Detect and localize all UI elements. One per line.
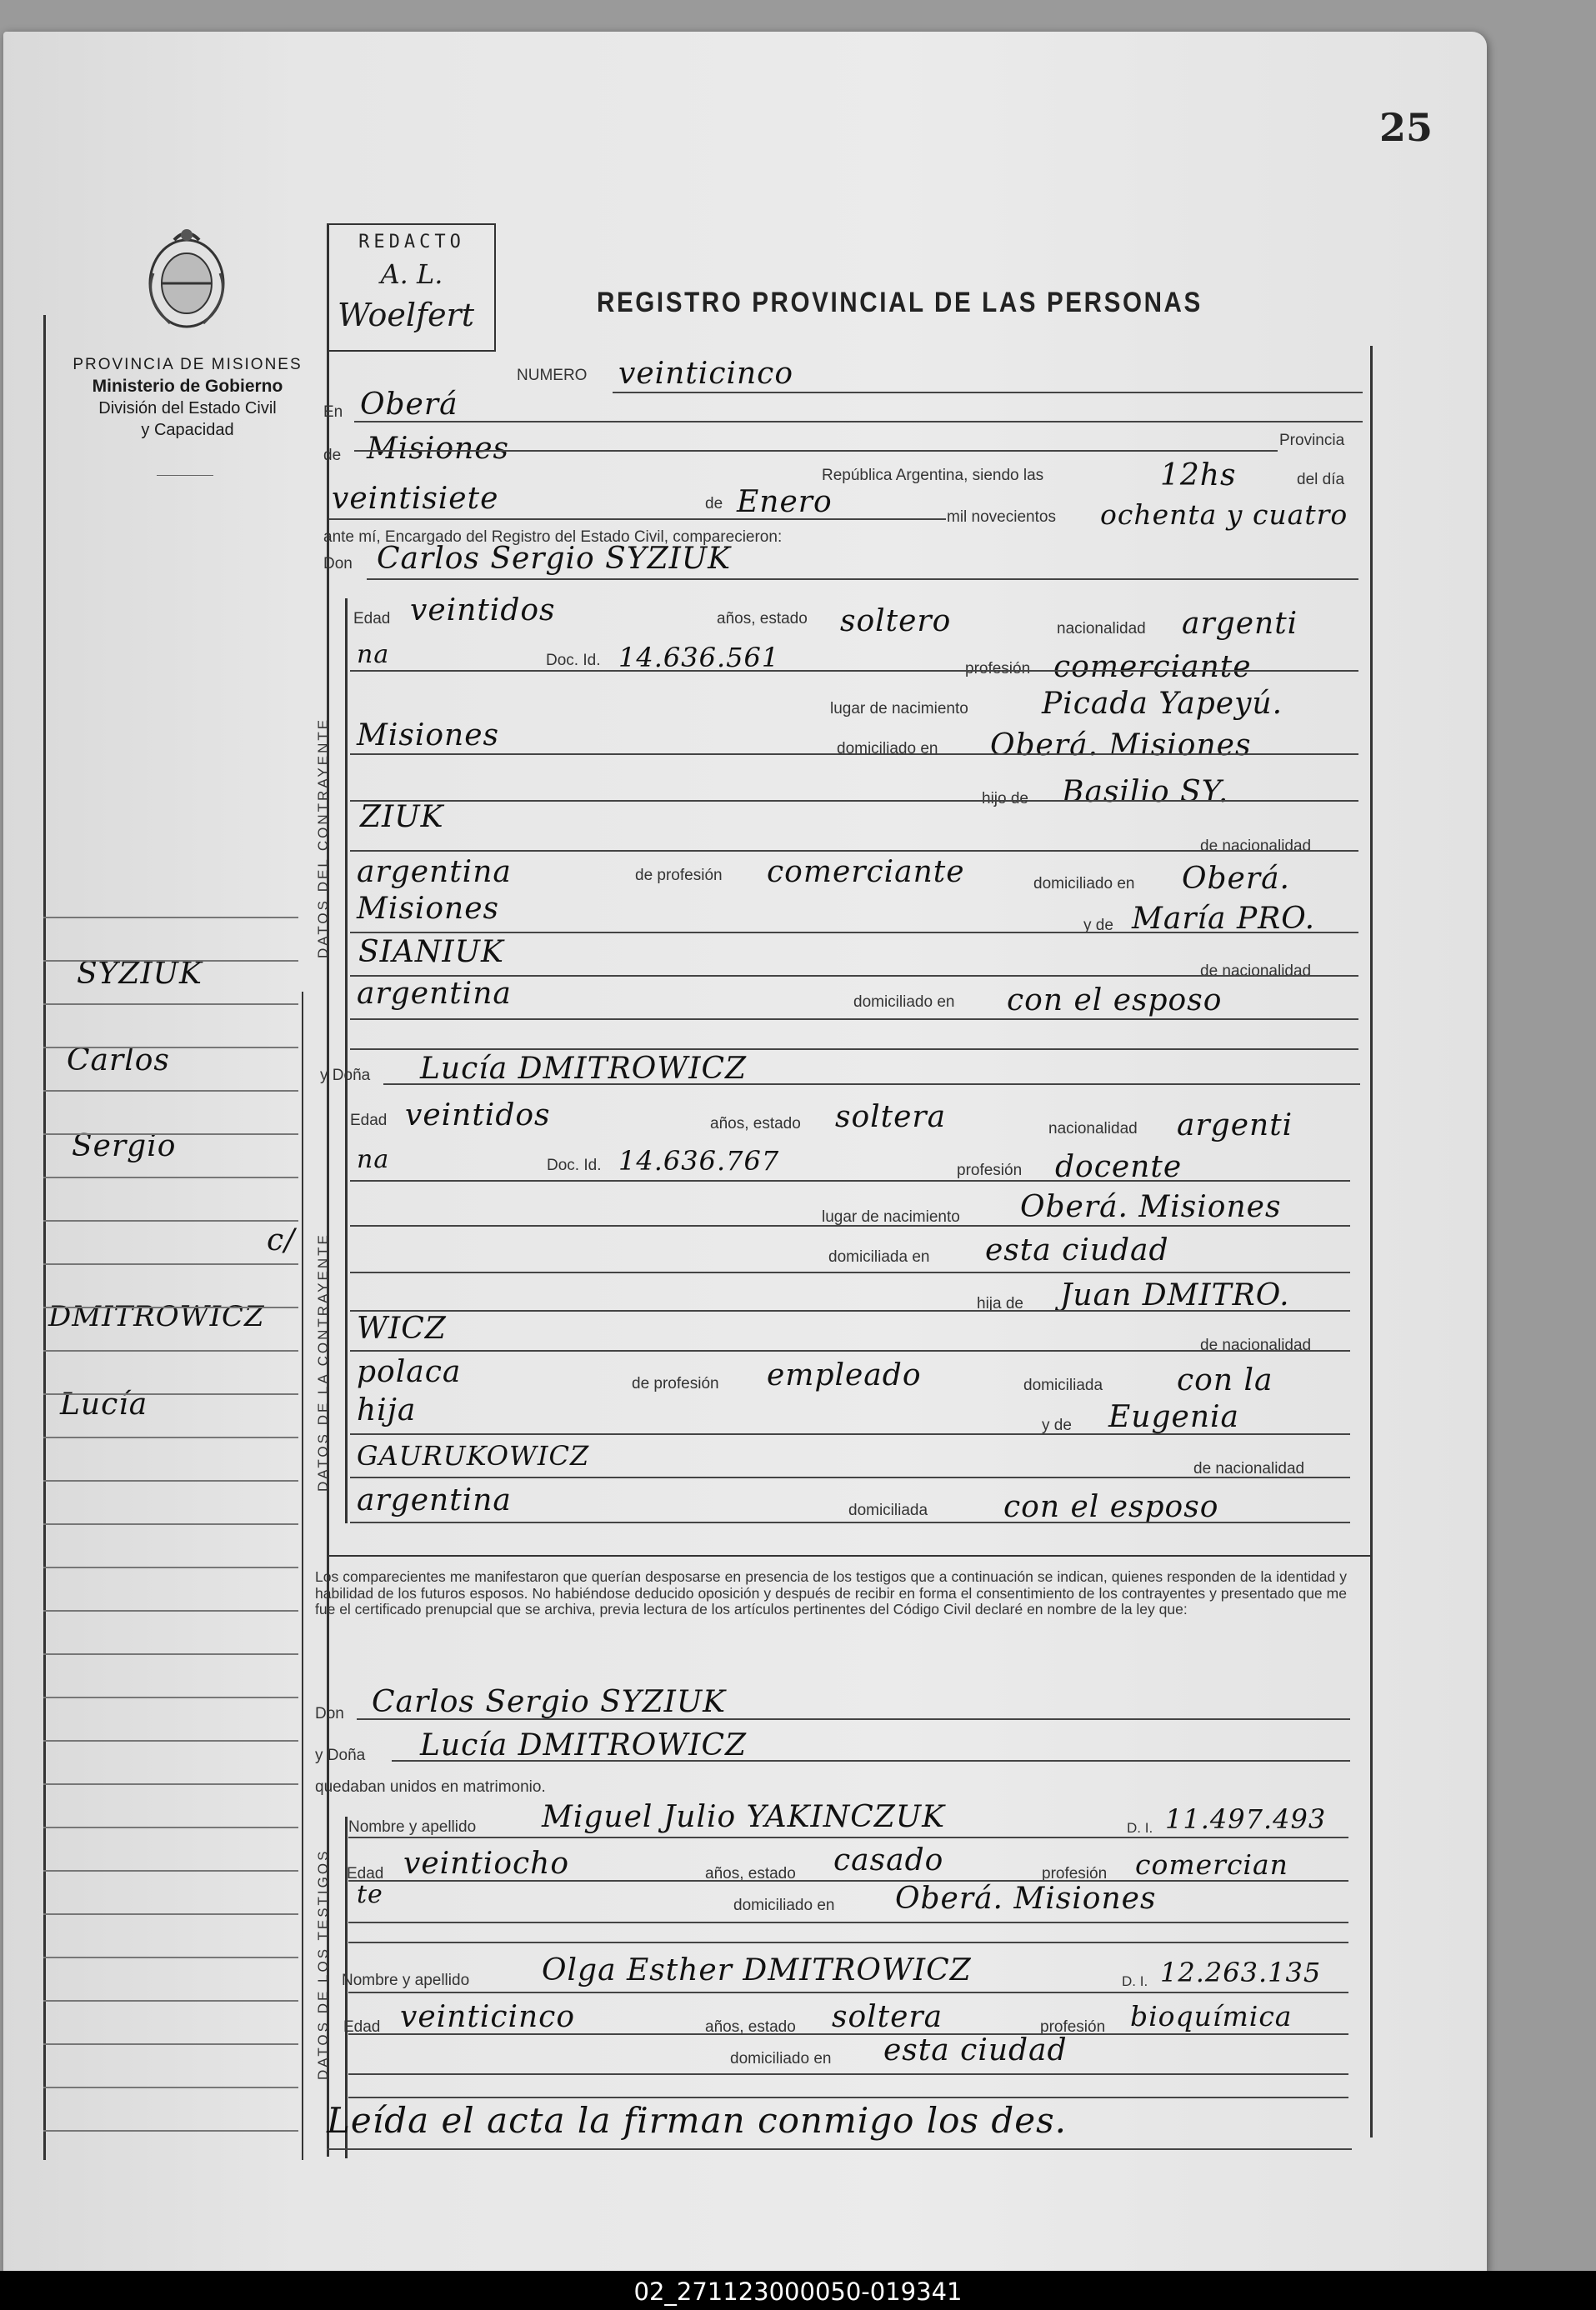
page-number: 25	[1379, 105, 1433, 150]
bride-padre-2: WICZ	[357, 1312, 447, 1346]
bride-nac-2: na	[357, 1145, 390, 1174]
label-de-nac-b2: de nacionalidad	[1193, 1460, 1305, 1478]
groom-nac-2: na	[357, 640, 390, 669]
margin-rule	[43, 1177, 298, 1178]
groom-dom: Oberá. Misiones	[990, 728, 1252, 762]
groom-padre-nac: argentina	[357, 855, 512, 889]
groom-doc: 14.636.561	[618, 642, 780, 673]
label-domiciliada: domiciliada	[1023, 1377, 1103, 1394]
bride-padre-dom-2: hija	[357, 1393, 417, 1428]
margin-rule	[43, 1090, 298, 1092]
redacto-stamp	[328, 223, 496, 352]
w2-prof-label: profesión	[1040, 2018, 1106, 2036]
margin-rule	[43, 1567, 298, 1568]
mes-value: Enero	[737, 485, 833, 519]
margin-rule	[43, 1610, 298, 1612]
groom-section-label: DATOS DEL CONTRAYENTE	[315, 717, 331, 958]
stamp-initials: A. L.	[380, 258, 443, 290]
margin-rule	[43, 1003, 298, 1005]
bride-lugar: Oberá. Misiones	[1020, 1190, 1282, 1224]
w1-prof-label: profesión	[1042, 1865, 1108, 1882]
margin-border-right	[302, 992, 303, 2160]
margin-surname-2: DMITROWICZ	[48, 1300, 265, 1333]
provincia-label: Provincia	[1279, 432, 1345, 449]
margin-rule	[43, 1263, 298, 1265]
footer-bar	[0, 2271, 1596, 2310]
groom-profesion: comerciante	[1053, 650, 1252, 684]
w2-estado-label: años, estado	[705, 2018, 796, 2036]
dona-label: y Doña	[320, 1067, 371, 1084]
stamp-name: Woelfert	[338, 297, 474, 333]
document-title: REGISTRO PROVINCIAL DE LAS PERSONAS	[597, 287, 1203, 318]
w2-estado: soltera	[832, 2000, 943, 2034]
margin-rule	[43, 1307, 298, 1308]
groom-estado: soltero	[840, 604, 952, 638]
margin-rule	[43, 2087, 298, 2088]
ministry-label: Ministerio de Gobierno	[92, 377, 283, 396]
label-domiciliada-2: domiciliada	[848, 1502, 928, 1519]
en-label: En	[323, 403, 343, 421]
label-lugar-b: lugar de nacimiento	[822, 1208, 960, 1226]
label-dom-short-2: domiciliado en	[853, 993, 955, 1011]
ante-mi-label: ante mí, Encargado del Registro del Estado Civil, comparecieron:	[323, 528, 783, 546]
w2-nombre-label: Nombre y apellido	[342, 1972, 470, 1989]
margin-sep: c/	[267, 1223, 296, 1258]
margin-rule	[43, 1827, 298, 1828]
label-de-prof-b: de profesión	[632, 1375, 719, 1392]
label-doc-b: Doc. Id.	[547, 1157, 602, 1174]
w1-profesion: comercian	[1135, 1848, 1288, 1881]
section-border	[345, 598, 348, 1523]
groom-name: Carlos Sergio SYZIUK	[377, 542, 732, 576]
de-mes-label: de	[705, 495, 723, 512]
republica-label: República Argentina, siendo las	[822, 467, 1044, 484]
witness-section-label: DATOS DE LOS TESTIGOS	[315, 1848, 331, 2080]
bride-dom: esta ciudad	[985, 1233, 1169, 1268]
margin-rule	[43, 1870, 298, 1872]
groom-lugar-2: Misiones	[357, 718, 500, 752]
margin-rule	[43, 1740, 298, 1742]
groom-padre-dom: Oberá.	[1182, 862, 1290, 896]
label-dom-b: domiciliada en	[828, 1248, 930, 1266]
w2-profesion: bioquímica	[1130, 2000, 1293, 2032]
w1-edad-label: Edad	[347, 1865, 384, 1882]
groom-lugar-1: Picada Yapeyú.	[1042, 687, 1283, 721]
w2-dom: esta ciudad	[883, 2033, 1068, 2068]
closing-text: Leída el acta la firman conmigo los des.	[327, 2100, 1067, 2141]
groom-padre-1: Basilio SY.	[1062, 775, 1229, 809]
bride-padre-nac: polaca	[357, 1355, 462, 1389]
w1-edad: veintiocho	[403, 1847, 570, 1881]
label-hijo: hijo de	[982, 790, 1028, 808]
province-label: PROVINCIA DE MISIONES	[73, 356, 303, 373]
w2-di-label: D. I.	[1122, 1973, 1148, 1989]
don-label-2: Don	[315, 1705, 344, 1722]
bride-padre-dom: con la	[1177, 1363, 1273, 1398]
margin-name-1: Carlos	[67, 1043, 170, 1078]
bride-madre-2: GAURUKOWICZ	[357, 1440, 590, 1472]
groom-padre-dom-2: Misiones	[357, 892, 500, 926]
groom-padre-prof: comerciante	[767, 855, 965, 889]
margin-rule	[43, 2130, 298, 2132]
label-edad: Edad	[353, 610, 391, 628]
dona-label-2: y Doña	[315, 1747, 366, 1764]
margin-rule	[43, 1393, 298, 1395]
label-de-nac: de nacionalidad	[1200, 838, 1312, 855]
label-y-de: y de	[1083, 917, 1113, 934]
footer-id: 02_271123000050-019341	[633, 2278, 963, 2306]
label-nacionalidad: nacionalidad	[1057, 620, 1146, 638]
quedaban-label: quedaban unidos en matrimonio.	[315, 1778, 546, 1796]
margin-rule	[43, 917, 298, 918]
bride-section-label: DATOS DE LA CONTRAYENTE	[315, 1232, 331, 1492]
stamp-title: REDACTO	[358, 232, 465, 252]
margin-rule	[43, 1697, 298, 1698]
divider	[157, 475, 213, 476]
groom-padre-2: ZIUK	[360, 800, 444, 834]
del-dia-label: del día	[1297, 471, 1345, 488]
margin-rule	[43, 1783, 298, 1785]
margin-surname-1: SYZIUK	[77, 957, 203, 991]
bride-madre-nac: argentina	[357, 1483, 512, 1518]
division-label-2: y Capacidad	[141, 421, 234, 439]
margin-name-3: Lucía	[60, 1388, 148, 1422]
margin-rule	[43, 1480, 298, 1482]
label-estado: años, estado	[717, 610, 808, 628]
margin-border	[43, 315, 46, 2160]
margin-rule	[43, 1957, 298, 1958]
label-estado-b: años, estado	[710, 1115, 801, 1132]
provincia-value: Misiones	[367, 432, 510, 466]
label-de-prof: de profesión	[635, 867, 723, 884]
margin-rule	[43, 1437, 298, 1438]
bride-madre-dom: con el esposo	[1003, 1490, 1219, 1524]
w2-dom-label: domiciliado en	[730, 2050, 832, 2068]
anio-value: ochenta y cuatro	[1100, 498, 1348, 531]
numero-label: NUMERO	[517, 367, 588, 384]
label-profesion: profesión	[965, 660, 1031, 678]
label-dom: domiciliado en	[837, 740, 938, 758]
label-de-nac-2: de nacionalidad	[1200, 962, 1312, 980]
division-label: División del Estado Civil	[98, 399, 277, 418]
married-bride: Lucía DMITROWICZ	[420, 1728, 748, 1762]
w1-nombre-label: Nombre y apellido	[348, 1818, 477, 1836]
margin-rule	[43, 2043, 298, 2045]
lugar-value: Oberá	[360, 388, 458, 422]
hora-value: 12hs	[1160, 458, 1237, 492]
w2-nombre: Olga Esther DMITROWICZ	[542, 1953, 972, 1988]
coat-of-arms-icon	[137, 223, 237, 340]
legal-paragraph: Los comparecientes me manifestaron que querían desposarse en presencia de los testigos que a continuación se indican, quienes responden de la identidad y habilidad de los futuros esposos. No habiéndose deducido oposición y después de recibir en forma el consentimiento de los contrayentes y presentado que me fue el certificado prenupcial que se archiva, previa lectura de los artículos pertinentes del Código Civil declaré en nombre de la ley que:	[315, 1568, 1347, 1618]
bride-nac-1: argenti	[1177, 1108, 1293, 1142]
bride-estado: soltera	[835, 1100, 947, 1134]
w1-dom: Oberá. Misiones	[895, 1882, 1157, 1916]
label-de-nac-b: de nacionalidad	[1200, 1337, 1312, 1354]
margin-rule	[43, 960, 298, 962]
label-lugar: lugar de nacimiento	[830, 700, 968, 718]
w1-estado-label: años, estado	[705, 1865, 796, 1882]
form-border-right	[1370, 346, 1373, 2138]
section-divider	[327, 1555, 1370, 1557]
mil-label: mil novecientos	[947, 508, 1056, 526]
bride-edad: veintidos	[405, 1098, 551, 1132]
label-nac-b: nacionalidad	[1048, 1120, 1138, 1138]
margin-rule	[43, 1220, 298, 1222]
w2-edad: veinticinco	[400, 2000, 576, 2034]
groom-madre-2: SIANIUK	[358, 935, 504, 969]
bride-name: Lucía DMITROWICZ	[420, 1052, 748, 1086]
issuer-header	[58, 354, 317, 441]
numero-value: veinticinco	[618, 357, 794, 391]
margin-rule	[43, 1653, 298, 1655]
dia-value: veintisiete	[332, 482, 499, 516]
margin-rule	[43, 1913, 298, 1915]
don-label: Don	[323, 555, 353, 572]
bride-padre-1: Juan DMITRO.	[1060, 1278, 1290, 1312]
bride-doc: 14.636.767	[618, 1145, 780, 1177]
w1-di-label: D. I.	[1127, 1820, 1153, 1836]
w1-profesion-2: te	[357, 1880, 383, 1909]
w1-nombre: Miguel Julio YAKINCZUK	[542, 1800, 946, 1834]
w1-di: 11.497.493	[1165, 1803, 1327, 1835]
margin-rule	[43, 1047, 298, 1048]
label-doc: Doc. Id.	[546, 652, 601, 669]
label-edad-b: Edad	[350, 1112, 388, 1129]
w2-di: 12.263.135	[1160, 1957, 1322, 1988]
label-hija: hija de	[977, 1295, 1023, 1312]
w2-edad-label: Edad	[343, 2018, 381, 2036]
groom-madre-1: María PRO.	[1132, 902, 1316, 936]
margin-rule	[43, 1523, 298, 1525]
margin-rule	[43, 1133, 298, 1135]
bride-madre-1: Eugenia	[1108, 1400, 1239, 1434]
de-label: de	[323, 447, 342, 464]
groom-madre-nac: argentina	[357, 977, 512, 1011]
groom-edad: veintidos	[410, 593, 556, 628]
label-prof-b: profesión	[957, 1162, 1023, 1179]
married-groom: Carlos Sergio SYZIUK	[372, 1685, 727, 1719]
label-y-de-b: y de	[1042, 1417, 1072, 1434]
groom-nac-1: argenti	[1182, 607, 1298, 641]
margin-name-2: Sergio	[72, 1129, 177, 1163]
label-dom-short: domiciliado en	[1033, 875, 1135, 892]
w1-dom-label: domiciliado en	[733, 1897, 835, 1914]
groom-madre-dom: con el esposo	[1007, 983, 1223, 1018]
margin-rule	[43, 1350, 298, 1352]
margin-rule	[43, 2000, 298, 2002]
bride-profesion: docente	[1055, 1150, 1183, 1184]
bride-padre-prof: empleado	[767, 1358, 922, 1392]
w1-estado: casado	[833, 1843, 944, 1878]
